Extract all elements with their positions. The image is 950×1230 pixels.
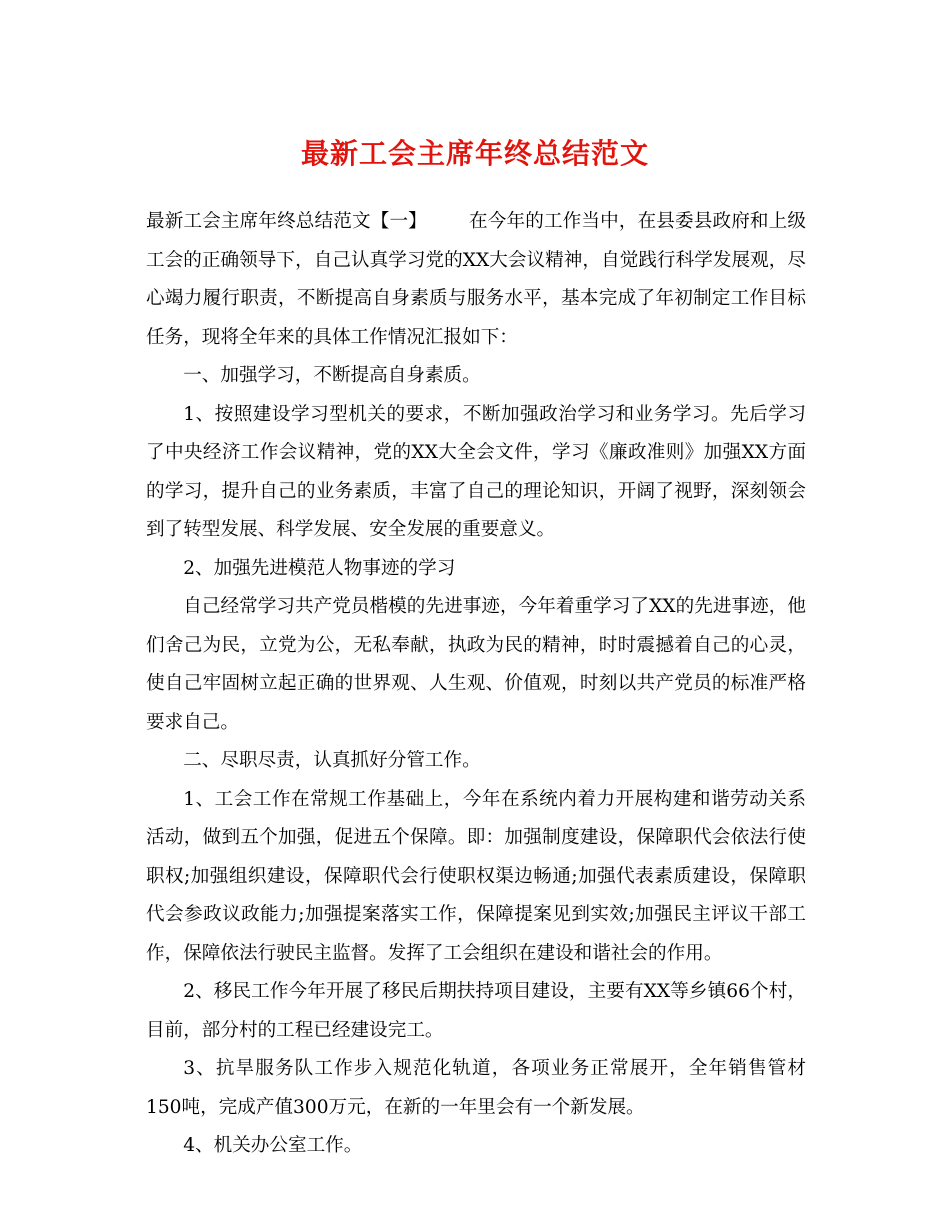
intro-text: 在今年的工作当中，在县委县政府和上级工会的正确领导下，自己认真学习党的XX大会议精神，自觉践行科学发展观，尽心竭力履行职责，不断提高自身素质与服务水平，基本完成了年初制定工作目标任务，现将全年来的具体工作情况汇报如下： (146, 211, 806, 348)
subsection-heading: 2、加强先进模范人物事迹的学习 (183, 557, 456, 579)
document-body (146, 203, 806, 1166)
paragraph: 自己经常学习共产党员楷模的先进事迹，今年着重学习了XX的先进事迹，他们舍己为民，立党为公，无私奉献，执政为民的精神，时时震撼着自己的心灵，使自己牢固树立起正确的世界观、人生观、价值观，时刻以共产党员的标准严格要求自己。 (146, 596, 806, 733)
paragraph: 3、抗旱服务队工作步入规范化轨道，各项业务正常展开，全年销售管材150吨，完成产值300万元，在新的一年里会有一个新发展。 (146, 1058, 806, 1118)
intro-paragraph (146, 203, 806, 357)
paragraph: 1、工会工作在常规工作基础上，今年在系统内着力开展构建和谐劳动关系活动，做到五个加强，促进五个保障。即：加强制度建设，保障职代会依法行使职权;加强组织建设，保障职代会行使职权渠边畅通;加强代表素质建设，保障职代会参政议政能力;加强提案落实工作，保障提案见到实效;加强民主评议干部工作，保障依法行驶民主监督。发挥了工会组织在建设和谐社会的作用。 (146, 788, 806, 964)
paragraph: 1、按照建设学习型机关的要求，不断加强政治学习和业务学习。先后学习了中央经济工作会议精神，党的XX大全会文件，学习《廉政准则》加强XX方面的学习，提升自己的业务素质，丰富了自己的理论知识，开阔了视野，深刻领会到了转型发展、科学发展、安全发展的重要意义。 (146, 403, 806, 540)
section-heading: 一、加强学习，不断提高自身素质。 (183, 365, 481, 386)
subsection-heading: 4、机关办公室工作。 (183, 1135, 363, 1156)
section-heading: 二、尽职尽责，认真抓好分管工作。 (183, 750, 481, 771)
paragraph: 2、移民工作今年开展了移民后期扶持项目建设，主要有XX等乡镇66个村，目前，部分村的工程已经建设完工。 (146, 981, 806, 1041)
intro-heading: 最新工会主席年终总结范文【一】 (146, 211, 427, 232)
document-title: 最新工会主席年终总结范文 (300, 137, 649, 170)
